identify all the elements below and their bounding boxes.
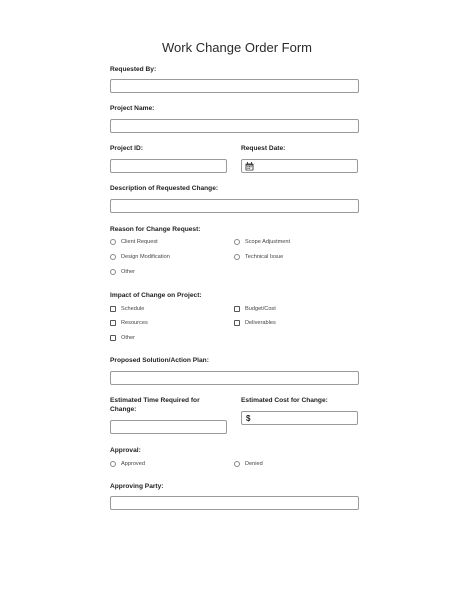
impact-option-label: Resources (121, 320, 148, 326)
impact-checkbox-resources[interactable] (110, 320, 116, 326)
project-name-input[interactable] (110, 119, 359, 133)
request-date-input[interactable] (241, 159, 358, 173)
reason-radio-technical-issue[interactable] (234, 254, 240, 260)
approval-option-label: Denied (245, 461, 263, 467)
reason-label: Reason for Change Request: (110, 226, 201, 233)
reason-option-label: Other (121, 269, 135, 275)
impact-checkbox-deliverables[interactable] (234, 320, 240, 326)
proposed-solution-label: Proposed Solution/Action Plan: (110, 357, 209, 364)
impact-option-label: Schedule (121, 306, 145, 312)
project-name-label: Project Name: (110, 105, 155, 112)
impact-checkbox-schedule[interactable] (110, 306, 116, 312)
reason-option-label: Technical Issue (245, 254, 284, 260)
request-date-label: Request Date: (241, 145, 286, 152)
reason-option-label: Design Modification (121, 254, 170, 260)
estimated-cost-label: Estimated Cost for Change: (241, 397, 328, 404)
impact-label: Impact of Change on Project: (110, 292, 202, 299)
reason-radio-scope-adjustment[interactable] (234, 239, 240, 245)
approval-option-label: Approved (121, 461, 145, 467)
reason-radio-other[interactable] (110, 269, 116, 275)
estimated-time-input[interactable] (110, 420, 227, 434)
approval-radio-approved[interactable] (110, 461, 116, 467)
estimated-time-label-line2: Change: (110, 406, 137, 413)
project-id-input[interactable] (110, 159, 227, 173)
reason-radio-design-modification[interactable] (110, 254, 116, 260)
approval-radio-denied[interactable] (234, 461, 240, 467)
estimated-cost-input[interactable] (241, 411, 358, 425)
impact-checkbox-other[interactable] (110, 335, 116, 341)
proposed-solution-input[interactable] (110, 371, 359, 385)
currency-prefix: $ (246, 414, 251, 423)
impact-option-label: Other (121, 335, 135, 341)
approving-party-input[interactable] (110, 496, 359, 510)
impact-option-label: Budget/Cost (245, 306, 276, 312)
impact-checkbox-budget-cost[interactable] (234, 306, 240, 312)
estimated-time-label-line1: Estimated Time Required for (110, 397, 200, 404)
impact-option-label: Deliverables (245, 320, 276, 326)
description-input[interactable] (110, 199, 359, 213)
reason-option-label: Client Request (121, 239, 158, 245)
approving-party-label: Approving Party: (110, 483, 164, 490)
project-id-label: Project ID: (110, 145, 143, 152)
calendar-icon[interactable] (245, 162, 254, 171)
approval-label: Approval: (110, 447, 141, 454)
reason-radio-client-request[interactable] (110, 239, 116, 245)
form-title: Work Change Order Form (161, 40, 313, 55)
requested-by-input[interactable] (110, 79, 359, 93)
reason-option-label: Scope Adjustment (245, 239, 291, 245)
requested-by-label: Requested By: (110, 66, 157, 73)
description-label: Description of Requested Change: (110, 185, 219, 192)
